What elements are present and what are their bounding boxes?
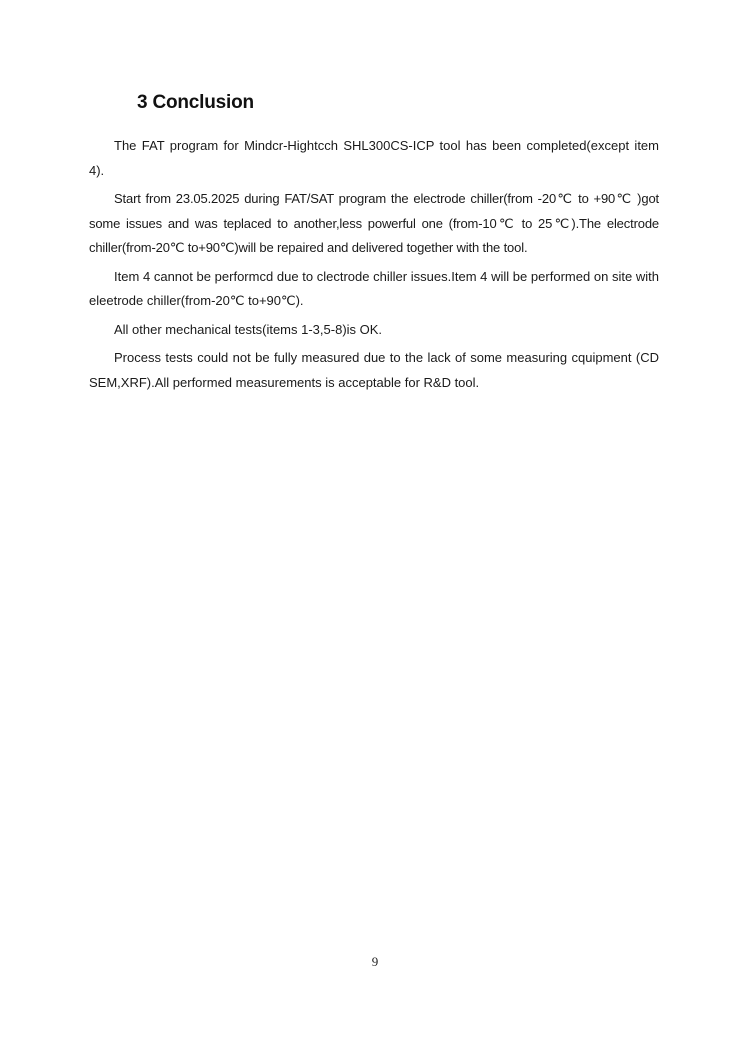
paragraph-item4: Item 4 cannot be performcd due to clectrode chiller issues.Item 4 will be performed on site with eleetrode chiller(from-20℃ to+90℃). (89, 268, 659, 308)
section-heading: 3 Conclusion (137, 92, 254, 113)
page-number: 9 (371, 954, 379, 969)
paragraph-fat-status: The FAT program for Mindcr-Hightcch SHL300CS-ICP tool has been completed(except item 4). (89, 138, 659, 178)
paragraph-chiller-issue: Start from 23.05.2025 during FAT/SAT program the electrode chiller(from -20℃ to +90℃ )got some issues and was teplaced to another,less powerful one (from-10℃ to 25℃).The electrode chiller(from-20℃ to+90℃)will be repaired and delivered together with the tool. (89, 191, 659, 255)
paragraph-mechanical-tests: All other mechanical tests(items 1-3,5-8)is OK. (114, 321, 383, 337)
conclusion-body (89, 134, 659, 399)
paragraph-process-tests: Process tests could not be fully measured due to the lack of some measuring cquipment (CD SEM,XRF).All performed measurements is acceptable for R&D tool. (89, 350, 659, 390)
